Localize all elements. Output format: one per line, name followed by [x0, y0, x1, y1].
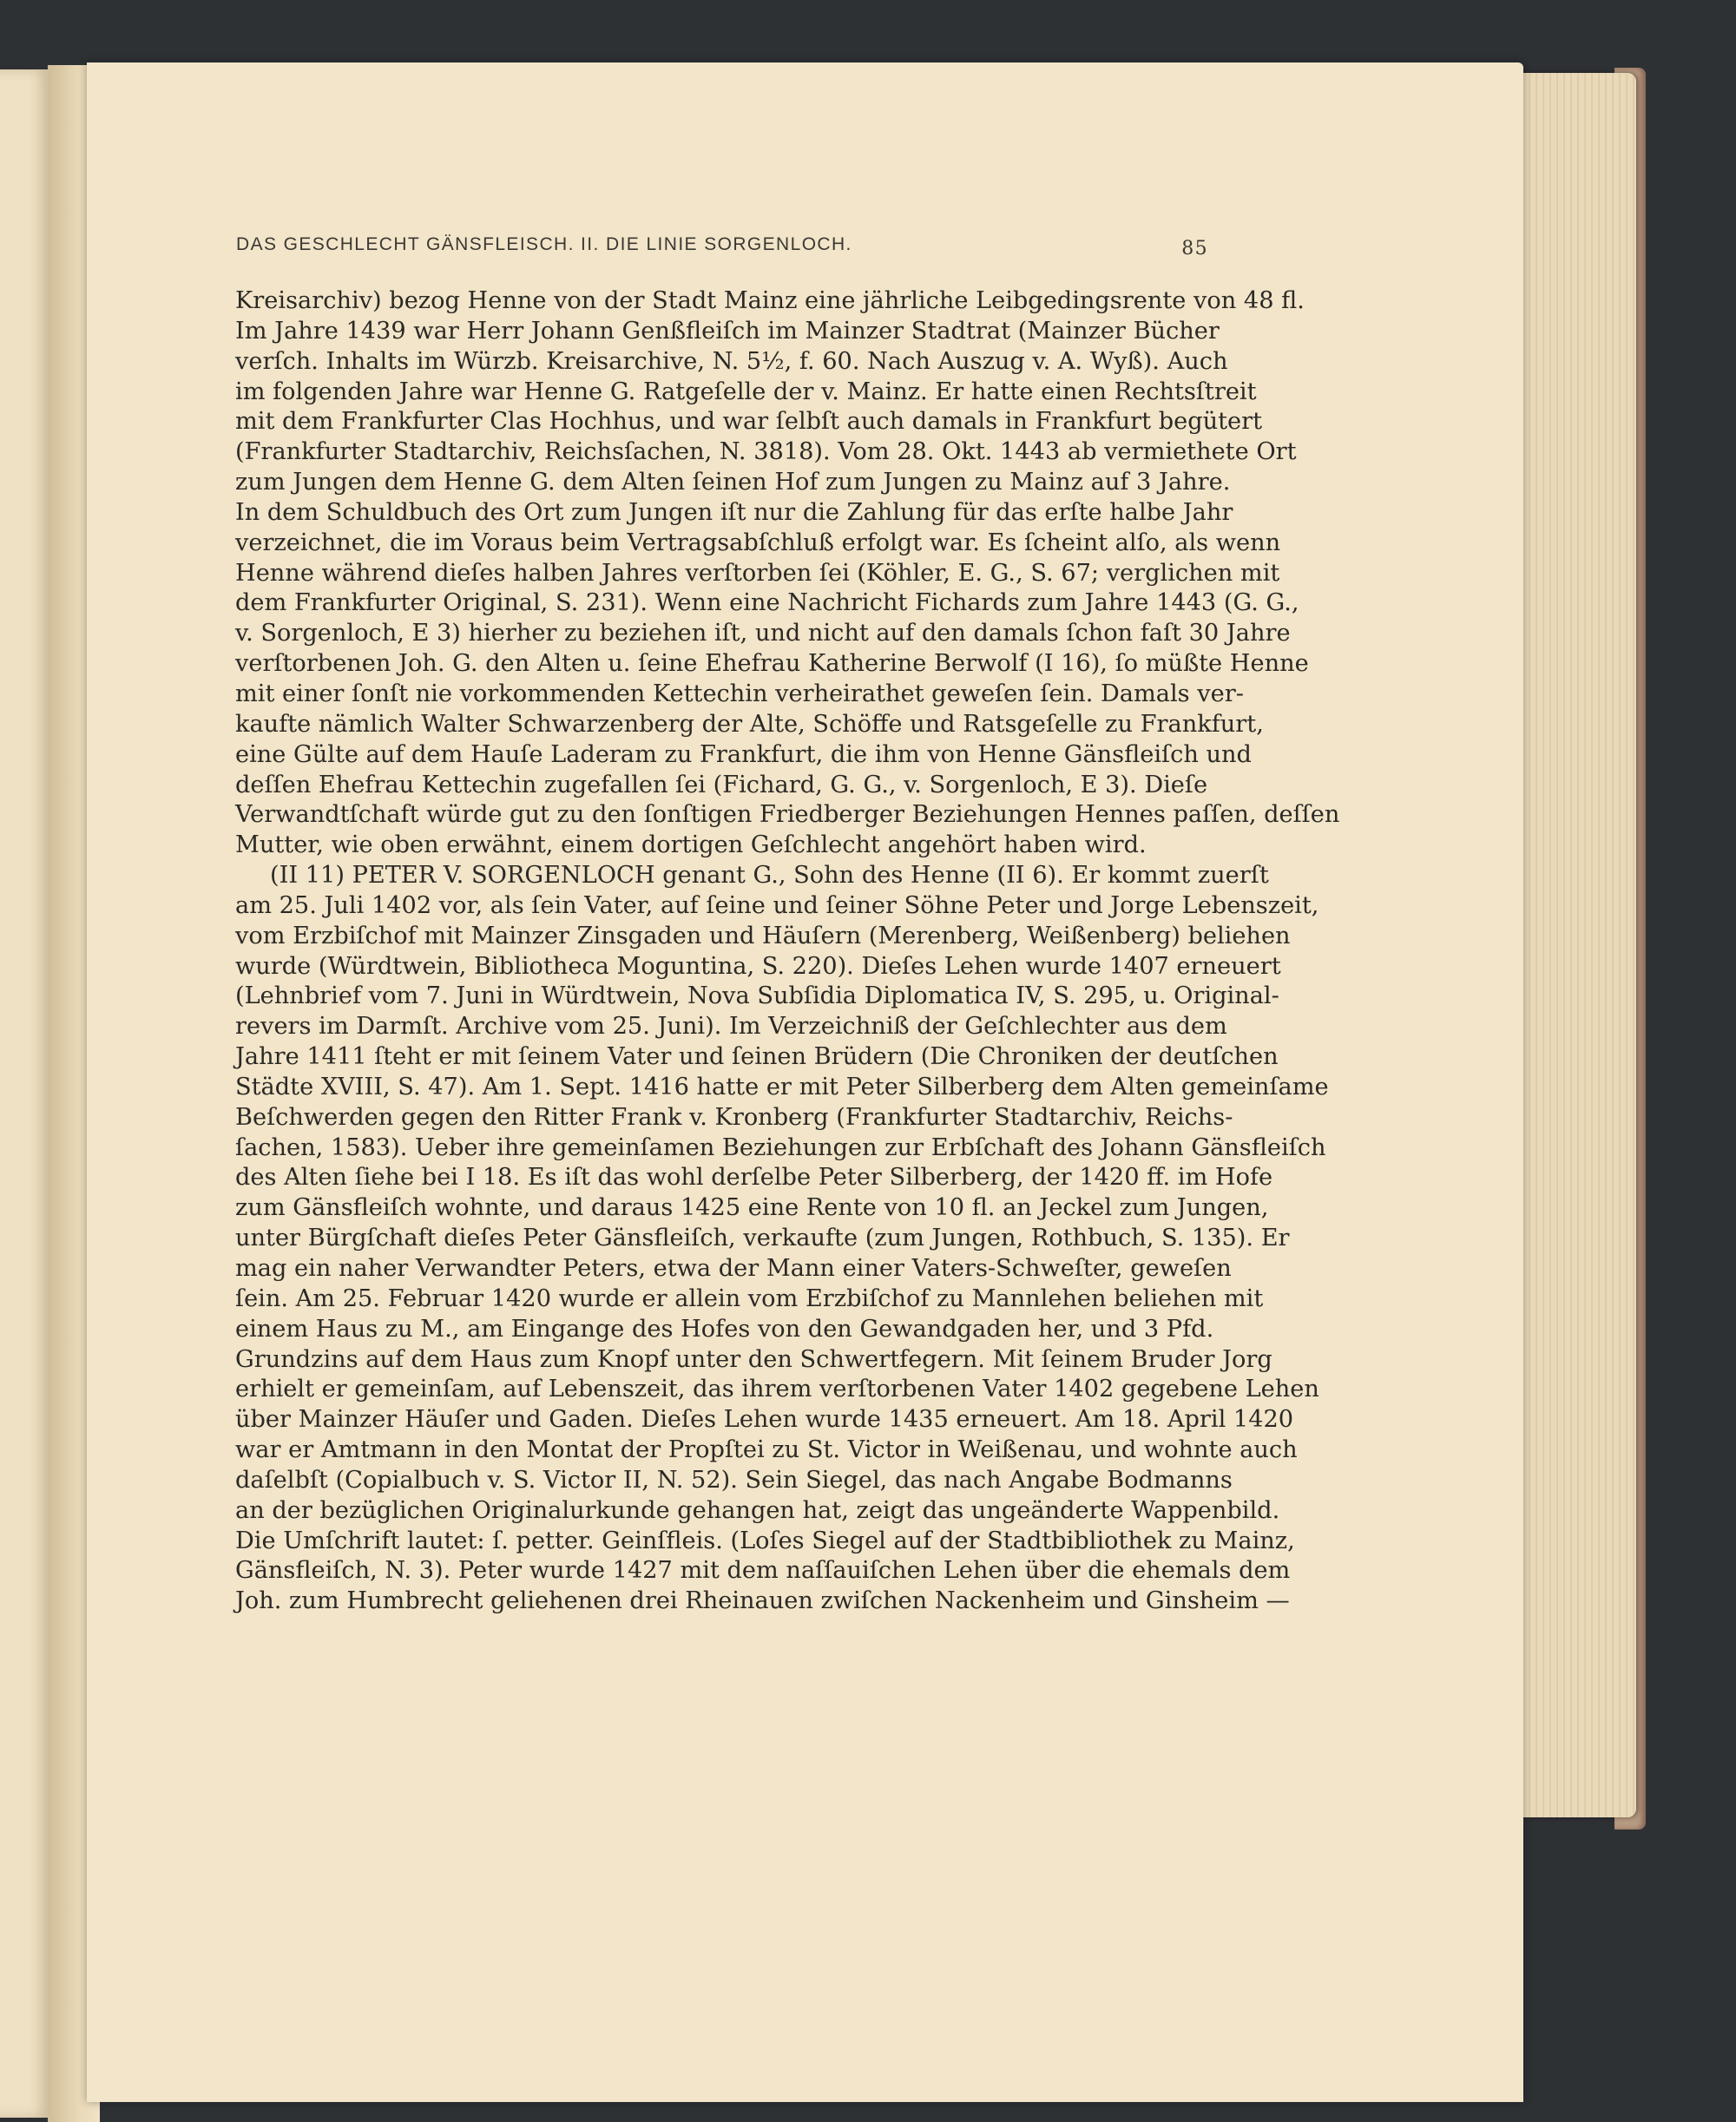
text-line: revers im Darmſt. Archive vom 25. Juni). Im Verzeichniß der Geſchlechter aus dem	[235, 1013, 1227, 1041]
text-line: In dem Schuldbuch des Ort zum Jungen iſt nur die Zahlung für das erſte halbe Jahr	[235, 498, 1233, 526]
text-line: Mutter, wie oben erwähnt, einem dortigen Geſchlecht angehört haben wird.	[235, 831, 1147, 859]
text-line: Henne während dieſes halben Jahres verſtorben ſei (Köhler, E. G., S. 67; verglichen mit	[235, 559, 1280, 587]
text-line: Jahre 1411 ſteht er mit ſeinem Vater und ſeinen Brüdern (Die Chroniken der deutſchen	[235, 1043, 1279, 1071]
text-line: des Alten ſiehe bei I 18. Es iſt das wohl derſelbe Peter Silberberg, der 1420 ff. im Hofe	[235, 1164, 1273, 1192]
text-line: zum Jungen dem Henne G. dem Alten ſeinen Hof zum Jungen zu Mainz auf 3 Jahre.	[235, 469, 1231, 496]
text-line: an der bezüglichen Originalurkunde gehangen hat, zeigt das ungeänderte Wappenbild.	[235, 1496, 1280, 1524]
text-line: am 25. Juli 1402 vor, als ſein Vater, auf ſeine und ſeiner Söhne Peter und Jorge Lebenszeit,	[235, 891, 1319, 919]
left-page-edge	[0, 69, 50, 2118]
text-line: v. Sorgenloch, E 3) hierher zu beziehen iſt, und nicht auf den damals ſchon faſt 30 Jahre	[235, 620, 1291, 647]
text-line: erhielt er gemeinſam, auf Lebenszeit, das ihrem verſtorbenen Vater 1402 gegebene Lehen	[235, 1376, 1319, 1403]
page-stack-edges	[1510, 73, 1636, 1817]
text-line: deſſen Ehefrau Kettechin zugefallen ſei (Fichard, G. G., v. Sorgenloch, E 3). Dieſe	[235, 771, 1208, 798]
text-line: Im Jahre 1439 war Herr Johann Genßfleiſch im Mainzer Stadtrat (Mainzer Bücher	[235, 317, 1220, 345]
running-header	[236, 234, 1208, 266]
text-line: vom Erzbiſchof mit Mainzer Zinsgaden und Häuſern (Merenberg, Weißenberg) beliehen	[235, 922, 1291, 949]
text-line: war er Amtmann in den Montat der Propſtei zu St. Victor in Weißenau, und wohnte auch	[235, 1436, 1298, 1464]
text-line: im folgenden Jahre war Henne G. Ratgeſelle der v. Mainz. Er hatte einen Rechtsſtreit	[235, 378, 1257, 405]
text-line: Joh. zum Humbrecht geliehenen drei Rheinauen zwiſchen Nackenheim und Ginsheim —	[235, 1587, 1290, 1615]
text-line: eine Gülte auf dem Hauſe Laderam zu Frankfurt, die ihm von Henne Gänsfleiſch und	[235, 740, 1252, 768]
text-line: Kreisarchiv) bezog Henne von der Stadt Mainz eine jährliche Leibgedingsrente von 48 fl.	[235, 287, 1305, 314]
text-line: verſtorbenen Joh. G. den Alten u. ſeine Ehefrau Katherine Berwolf (I 16), ſo müßte Henne	[235, 650, 1309, 678]
text-line: mit dem Frankfurter Clas Hochhus, und war ſelbſt auch damals in Frankfurt begütert	[235, 408, 1263, 436]
text-line: (Frankfurter Stadtarchiv, Reichsſachen, N. 3818). Vom 28. Okt. 1443 ab vermiethete Ort	[235, 438, 1297, 466]
text-line: verſch. Inhalts im Würzb. Kreisarchive, N. 5½, f. 60. Nach Auszug v. A. Wyß). Auch	[235, 347, 1228, 375]
text-line: Grundzins auf dem Haus zum Knopf unter den Schwertfegern. Mit ſeinem Bruder Jorg	[235, 1345, 1272, 1373]
text-line: (II 11) PETER V. SORGENLOCH genant G., Sohn des Henne (II 6). Er kommt zuerſt	[270, 862, 1269, 890]
text-line: Die Umſchrift lautet: ſ. petter. Geinſfleis. (Loſes Siegel auf der Stadtbibliothek zu Mainz,	[235, 1527, 1295, 1554]
text-line: einem Haus zu M., am Eingange des Hofes von den Gewandgaden her, und 3 Pfd.	[235, 1315, 1214, 1343]
text-line: unter Bürgſchaft dieſes Peter Gänsfleiſch, verkaufte (zum Jungen, Rothbuch, S. 135). Er	[235, 1225, 1290, 1252]
body-text	[235, 286, 1340, 1617]
text-line: ſachen, 1583). Ueber ihre gemeinſamen Beziehungen zur Erbſchaft des Johann Gänsfleiſch	[235, 1133, 1326, 1161]
text-line: Städte XVIII, S. 47). Am 1. Sept. 1416 hatte er mit Peter Silberberg dem Alten gemeinſame	[235, 1073, 1329, 1100]
text-line: kaufte nämlich Walter Schwarzenberg der Alte, Schöffe und Ratsgeſelle zu Frankfurt,	[235, 710, 1264, 738]
text-line: Beſchwerden gegen den Ritter Frank v. Kronberg (Frankfurter Stadtarchiv, Reichs-	[235, 1103, 1233, 1131]
running-head-title: DAS GESCHLECHT GÄNSFLEISCH. II. DIE LINIE SORGENLOCH.	[236, 234, 852, 254]
text-line: wurde (Würdtwein, Bibliotheca Moguntina, S. 220). Dieſes Lehen wurde 1407 erneuert	[235, 952, 1281, 980]
text-line: mag ein naher Verwandter Peters, etwa der Mann einer Vaters-Schweſter, geweſen	[235, 1255, 1232, 1282]
text-line: verzeichnet, die im Voraus beim Vertragsabſchluß erfolgt war. Es ſcheint alſo, als wenn	[235, 529, 1281, 556]
text-line: Gänsfleiſch, N. 3). Peter wurde 1427 mit dem naſſauiſchen Lehen über die ehemals dem	[235, 1557, 1291, 1585]
page-number: 85	[1181, 238, 1208, 260]
text-line: zum Gänsfleiſch wohnte, und daraus 1425 eine Rente von 10 fl. an Jeckel zum Jungen,	[235, 1194, 1269, 1222]
text-line: Verwandtſchaft würde gut zu den ſonſtigen Friedberger Beziehungen Hennes paſſen, deſſen	[235, 801, 1340, 829]
text-line: ſein. Am 25. Februar 1420 wurde er allein vom Erzbiſchof zu Mannlehen beliehen mit	[235, 1284, 1264, 1312]
text-line: mit einer ſonſt nie vorkommenden Kettechin verheirathet geweſen ſein. Damals ver-	[235, 680, 1244, 707]
text-line: dem Frankfurter Original, S. 231). Wenn eine Nachricht Fichards zum Jahre 1443 (G. G.,	[235, 589, 1299, 617]
text-line: (Lehnbrief vom 7. Juni in Würdtwein, Nova Subſidia Diplomatica IV, S. 295, u. Original-	[235, 982, 1279, 1010]
text-line: daſelbſt (Copialbuch v. S. Victor II, N. 52). Sein Siegel, das nach Angabe Bodmanns	[235, 1466, 1233, 1494]
text-line: über Mainzer Häuſer und Gaden. Dieſes Lehen wurde 1435 erneuert. Am 18. April 1420	[235, 1406, 1294, 1434]
